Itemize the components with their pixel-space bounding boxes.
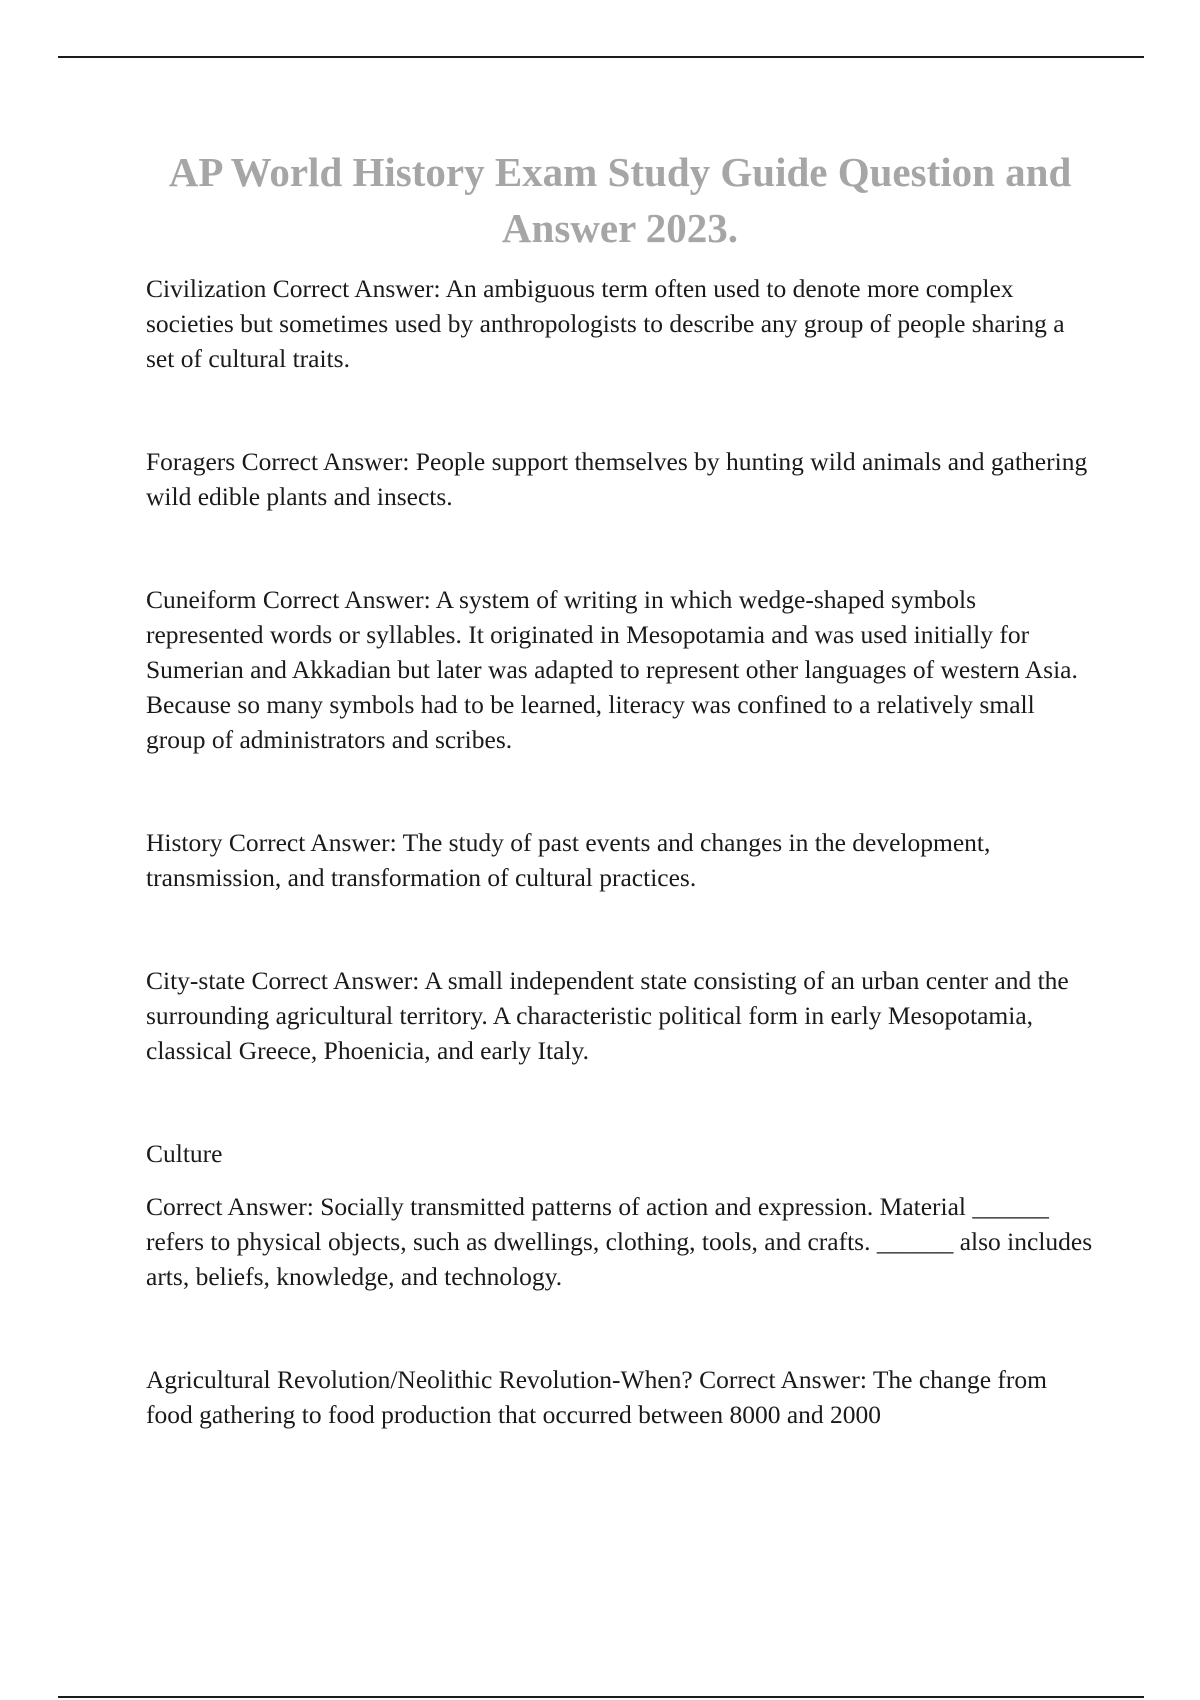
- entry-culture-term: Culture: [146, 1139, 223, 1168]
- entry-city-state: City-state Correct Answer: A small independent state consisting of an urban center and the surrounding agricultural territory. A characteristic political form in early Mesopotamia, classical Greece, Phoenicia, and early Italy.: [146, 966, 1069, 1065]
- entry-culture-answer: Correct Answer: Socially transmitted patterns of action and expression. Material ______ refers to physical objects, such as dwellings, clothing, tools, and crafts. ______ also includes arts, beliefs, knowledge, and technology.: [146, 1192, 1093, 1291]
- entry-foragers: Foragers Correct Answer: People support themselves by hunting wild animals and gathering wild edible plants and insects.: [146, 447, 1088, 511]
- entry-civilization: Civilization Correct Answer: An ambiguous term often used to denote more complex societies but sometimes used by anthropologists to describe any group of people sharing a set of cultural traits.: [146, 274, 1065, 373]
- document-body: [146, 271, 1096, 1432]
- entry-cuneiform: Cuneiform Correct Answer: A system of writing in which wedge-shaped symbols represented words or syllables. It originated in Mesopotamia and was used initially for Sumerian and Akkadian but later was adapted to represent other languages of western Asia. Because so many symbols had to be learned, literacy was confined to a relatively small group of administrators and scribes.: [146, 585, 1078, 754]
- bottom-rule: [58, 1696, 1144, 1698]
- document-title: AP World History Exam Study Guide Question and Answer 2023.: [168, 149, 1072, 251]
- top-rule: [58, 56, 1144, 58]
- entry-history: History Correct Answer: The study of past events and changes in the development, transmission, and transformation of cultural practices.: [146, 828, 991, 892]
- entry-agricultural-revolution: Agricultural Revolution/Neolithic Revolution-When? Correct Answer: The change from food gathering to food production that occurred between 8000 and 2000: [146, 1365, 1047, 1429]
